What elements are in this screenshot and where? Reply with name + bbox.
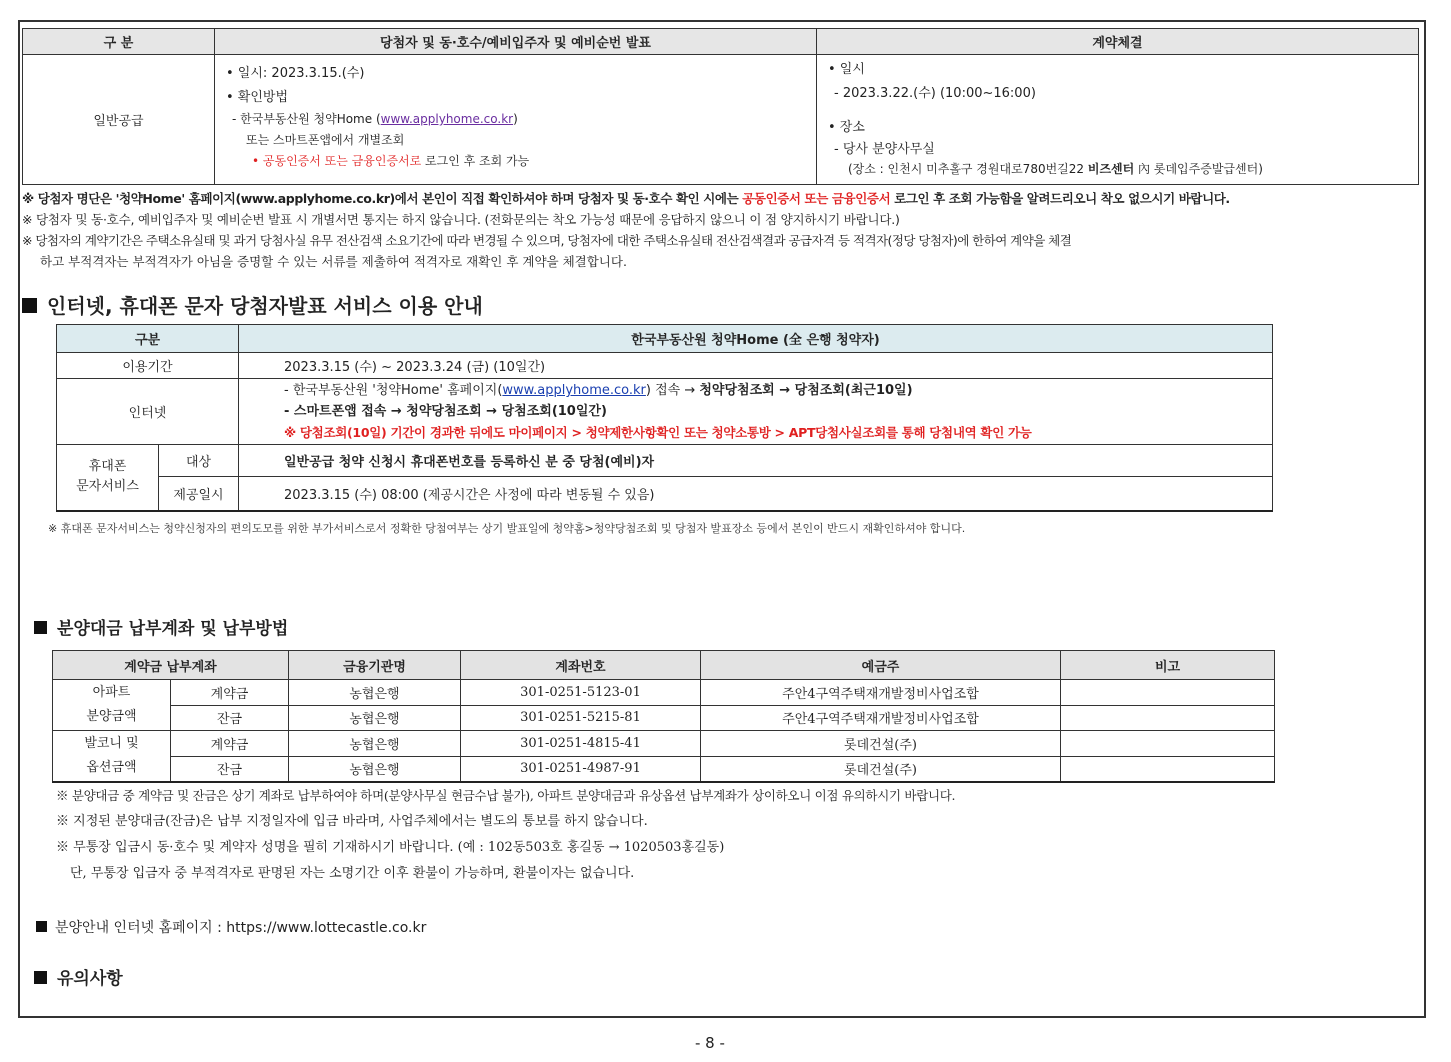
period-value: 2023.3.15 (수) ~ 2023.3.24 (금) (10일간) [239,353,1273,379]
row-holder: 롯데건설(주) [701,756,1061,782]
announce-method-line3: • 공동인증서 또는 금융인증서로 로그인 후 조회 가능 [252,154,530,168]
sms-label: 휴대폰 문자서비스 [57,445,159,511]
account-note-1: ※ 분양대금 중 계약금 및 잔금은 상기 계좌로 납부하여야 하며(분양사무실 현금수납 불가), 아파트 분양대금과 유상옵션 납부계좌가 상이하오니 이점 유의하시기 바랍니다. [56,788,956,803]
group-apartment: 아파트 분양금액 [53,680,171,731]
contract-date-value: - 2023.3.22.(수) (10:00~16:00) [834,86,1036,101]
applyhome-link-2[interactable]: www.applyhome.co.kr [502,383,646,398]
target-label: 대상 [159,445,239,477]
announce-cell [215,55,817,185]
announce-method-line1: - 한국부동산원 청약Home (www.applyhome.co.kr) [232,112,518,126]
internet-value [239,379,1273,445]
note-2: ※ 당첨자 및 동·호수, 예비입주자 및 예비순번 발표 시 개별서면 통지는 하지 않습니다. (전화문의는 착오 가능성 때문에 응답하지 않으니 이 점 양지하시기 바랍니다.) [22,212,900,227]
account-notes [56,783,955,887]
note-1: ※ 당첨자 명단은 '청약Home' 홈페이지(www.applyhome.co.kr)에서 본인이 직접 확인하셔야 하며 당첨자 및 동·호수 확인 시에는 공동인증서 또는 금융인증서 로그인 후 조회 가능함을 알려드리오니 착오 없으시기 바랍니다. [22,191,1230,206]
winner-notes [22,188,1427,272]
page-number: - 8 - [695,1034,725,1052]
row-type: 잔금 [171,705,289,731]
internet-label: 인터넷 [57,379,239,445]
table-row [53,680,1275,706]
service-header-category: 구분 [57,325,239,353]
announce-method-title: • 확인방법 [226,90,289,105]
row-account[interactable]: 301-0251-5123-01 [461,680,701,706]
row-note [1061,756,1275,782]
account-note-4: 단, 무통장 입금자 중 부적격자로 판명된 자는 소명기간 이후 환불이 가능하며, 환불이자는 없습니다. [70,866,635,881]
row-note [1061,680,1275,706]
account-header-number: 계좌번호 [461,651,701,680]
account-table [52,650,1275,783]
contract-cell [817,55,1419,185]
contract-date-title: • 일시 [828,62,865,77]
note-4: 하고 부적격자는 부적격자가 아님을 증명할 수 있는 서류를 제출하여 적격자로 재확인 후 계약을 체결합니다. [40,254,627,269]
row-holder: 주안4구역주택재개발정비사업조합 [701,705,1061,731]
category-general: 일반공급 [23,55,215,185]
table-row [53,756,1275,782]
homepage-line [36,917,426,937]
row-account[interactable]: 301-0251-4815-41 [461,731,701,757]
announce-date: • 일시: 2023.3.15.(수) [226,66,365,81]
period-label: 이용기간 [57,353,239,379]
account-header-bank: 금융기관명 [289,651,461,680]
account-header-holder: 예금주 [701,651,1061,680]
group-balcony-option: 발코니 및 옵션금액 [53,731,171,783]
row-account[interactable]: 301-0251-5215-81 [461,705,701,731]
square-bullet-icon [34,621,47,634]
square-bullet-icon [36,921,47,932]
table-row [53,731,1275,757]
note-3: ※ 당첨자의 계약기간은 주택소유실태 및 과거 당첨사실 유무 전산검색 소요기간에 따라 변경될 수 있으며, 당첨자에 대한 주택소유실태 전산검색결과 공급자격 등 적격자(정당 당첨자)에 한하여 계약을 체결 [22,233,1072,248]
service-note: ※ 휴대폰 문자서비스는 청약신청자의 편의도모를 위한 부가서비스로서 정확한 당첨여부는 상기 발표일에 청약홈>청약당첨조회 및 당첨자 발표장소 등에서 본인이 반드시 재확인하셔야 합니다. [48,522,966,535]
table-row [53,705,1275,731]
internet-line-1: - 한국부동산원 '청약Home' 홈페이지(www.applyhome.co.kr) 접속 → 청약당첨조회 → 당첨조회(최근10일) [284,383,913,398]
row-bank: 농협은행 [289,705,461,731]
section-heading-payment: 분양대금 납부계좌 및 납부방법 [34,614,288,639]
row-holder: 롯데건설(주) [701,731,1061,757]
row-type: 계약금 [171,731,289,757]
row-bank: 농협은행 [289,680,461,706]
announcement-table [22,28,1419,185]
internet-line-2: - 스마트폰앱 접속 → 청약당첨조회 → 당첨조회(10일간) [284,404,607,419]
header-category: 구 분 [23,29,215,55]
row-bank: 농협은행 [289,756,461,782]
contract-place-detail: (장소 : 인천시 미추홀구 경원대로780번길22 비즈센터 內 롯데입주증발급센터) [848,162,1263,176]
applyhome-link[interactable]: www.applyhome.co.kr [380,112,514,126]
account-note-2: ※ 지정된 분양대금(잔금)은 납부 지정일자에 입금 바라며, 사업주체에서는 별도의 통보를 하지 않습니다. [56,814,648,829]
service-header-applyhome: 한국부동산원 청약Home (全 은행 청약자) [239,325,1273,353]
square-bullet-icon [22,298,37,313]
row-holder: 주안4구역주택재개발정비사업조합 [701,680,1061,706]
homepage-url[interactable]: 분양안내 인터넷 홈페이지 : https://www.lottecastle.co.kr [55,920,427,936]
announce-method-line2: 또는 스마트폰앱에서 개별조회 [246,133,405,147]
time-value: 2023.3.15 (수) 08:00 (제공시간은 사정에 따라 변동될 수 있음) [239,477,1273,511]
section-heading-cautions: 유의사항 [34,964,123,989]
row-type: 잔금 [171,756,289,782]
row-account[interactable]: 301-0251-4987-91 [461,756,701,782]
square-bullet-icon [34,971,47,984]
account-note-3: ※ 무통장 입금시 동·호수 및 계약자 성명을 필히 기재하시기 바랍니다. (예 : 102동503호 홍길동 → 1020503홍길동) [56,840,725,855]
target-value: 일반공급 청약 신청시 휴대폰번호를 등록하신 분 중 당첨(예비)자 [239,445,1273,477]
row-type: 계약금 [171,680,289,706]
row-note [1061,705,1275,731]
contract-place-title: • 장소 [828,120,865,135]
internet-line-3: ※ 당첨조회(10일) 기간이 경과한 뒤에도 마이페이지 > 청약제한사항확인 또는 청약소통방 > APT당첨사실조회를 통해 당첨내역 확인 가능 [284,425,1032,440]
row-bank: 농협은행 [289,731,461,757]
row-note [1061,731,1275,757]
header-announce: 당첨자 및 동·호수/예비입주자 및 예비순번 발표 [215,29,817,55]
header-contract: 계약체결 [817,29,1419,55]
account-header-note: 비고 [1061,651,1275,680]
service-table [56,324,1273,512]
contract-place-value: - 당사 분양사무실 [834,142,935,157]
time-label: 제공일시 [159,477,239,511]
account-header-type: 계약금 납부계좌 [53,651,289,680]
section-heading-service: 인터넷, 휴대폰 문자 당첨자발표 서비스 이용 안내 [22,290,483,319]
